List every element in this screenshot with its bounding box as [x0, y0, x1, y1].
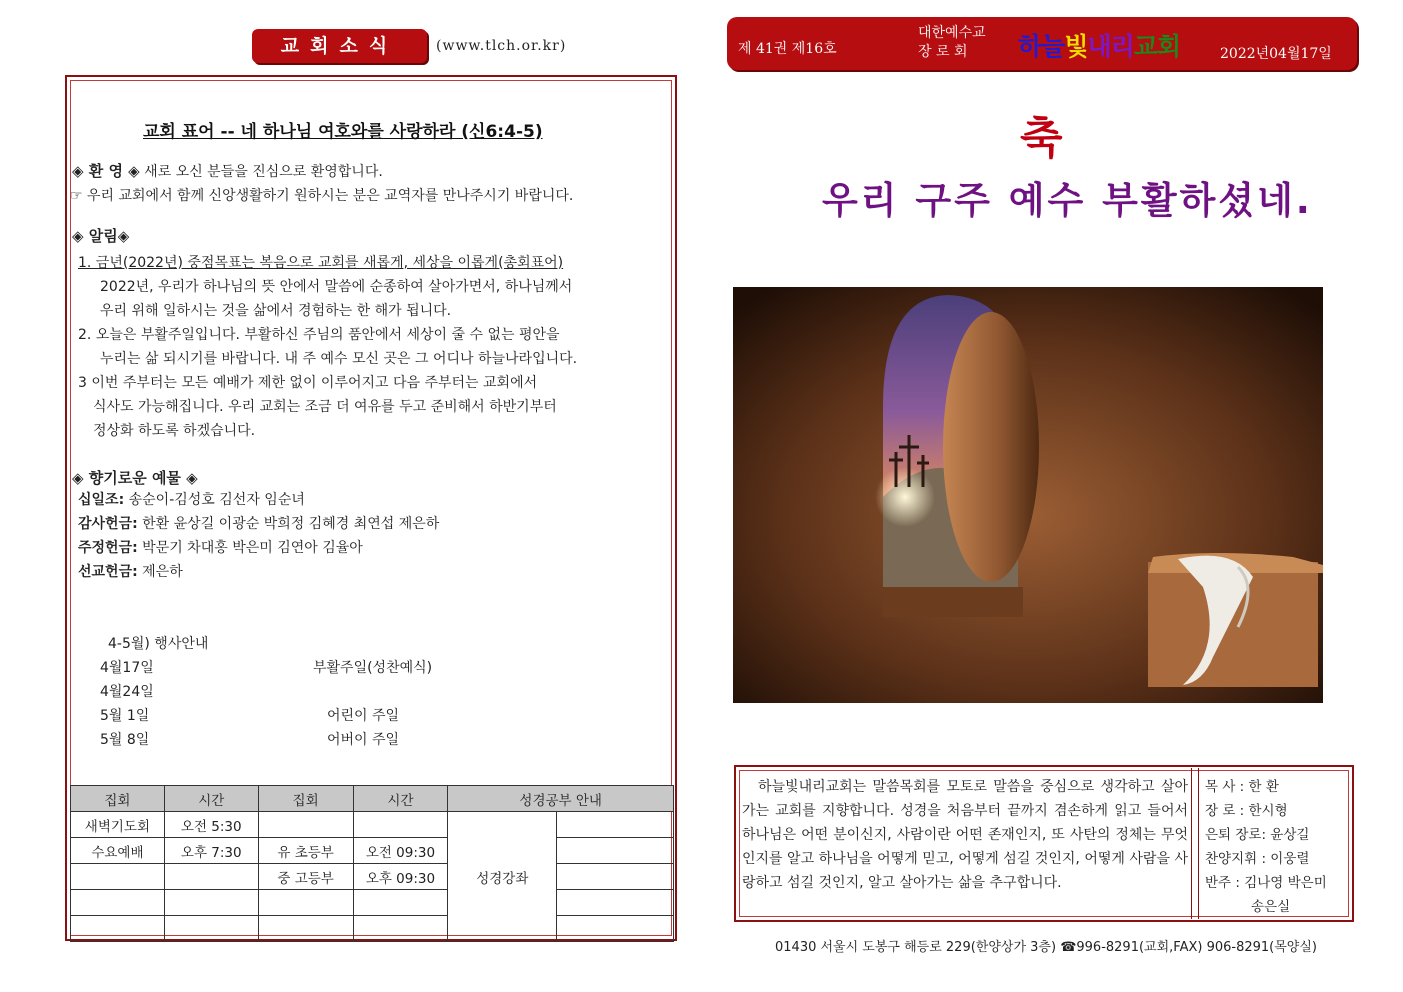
table-row [71, 812, 674, 838]
event-name: 어버이 주일 [327, 732, 400, 748]
notice-heading: ◈ 알림◈ [72, 227, 130, 245]
table-cell: 중 고등부 [258, 864, 353, 890]
church-name-logo [1018, 27, 1180, 63]
table-cell: 오후 09:30 [353, 864, 448, 890]
table-cell [353, 812, 448, 838]
offering-names: 박문기 차대홍 박은미 김연아 김율아 [142, 540, 363, 556]
church-motto: 교회 표어 -- 네 하나님 여호와를 사랑하라 (신6:4-5) [143, 122, 543, 142]
header-cell: 성경공부 안내 [448, 786, 674, 812]
table-row [71, 864, 674, 890]
congrats-heading: 축 [1020, 113, 1063, 164]
bible-study-cell: 성경강좌 [448, 812, 557, 942]
table-cell [164, 864, 258, 890]
denomination [918, 24, 986, 62]
welcome-note: ☞ 우리 교회에서 함께 신앙생활하기 원하시는 분은 교역자를 만나주시기 바랍니다. [70, 188, 574, 204]
event-date: 4월24일 [100, 684, 154, 700]
table-cell [258, 812, 353, 838]
event-date: 5월 1일 [100, 708, 150, 724]
header-cell: 집회 [71, 786, 165, 812]
notice-line-4: 2. 오늘은 부활주일입니다. 부활하신 주님의 품안에서 세상이 줄 수 없는 평안을 [78, 327, 560, 343]
table-cell: 오후 7:30 [164, 838, 258, 864]
easter-message: 우리 구주 예수 부활하셨네. [822, 179, 1313, 222]
staff-item: 은퇴 장로: 윤상길 [1205, 827, 1310, 843]
header-cell: 시간 [164, 786, 258, 812]
table-cell [557, 838, 674, 864]
table-row [71, 838, 674, 864]
church-name-part: 하늘 [1018, 32, 1065, 61]
offering-label: 선교헌금: [78, 564, 138, 580]
church-name-part: 내리 [1087, 32, 1134, 61]
table-header-row [71, 786, 674, 812]
church-name-part: 빛 [1064, 32, 1088, 61]
table-cell [258, 916, 353, 942]
church-name-part: 교회 [1133, 32, 1181, 61]
table-cell [258, 890, 353, 916]
staff-item: 송은실 [1251, 899, 1291, 915]
denomination-line: 대한예수교 [918, 25, 986, 41]
welcome-label: ◈ 환 영 ◈ [72, 162, 140, 180]
event-date: 5월 8일 [100, 732, 150, 748]
table-cell [71, 890, 165, 916]
offering-row [78, 513, 439, 533]
event-name: 어린이 주일 [327, 708, 400, 724]
notice-line-6: 3 이번 주부터는 모든 예배가 제한 없이 이루어지고 다음 주부터는 교회에서 [78, 375, 538, 391]
table-cell [71, 916, 165, 942]
table-row [71, 890, 674, 916]
bulletin-date: 2022년04월17일 [1220, 46, 1332, 62]
mission-statement: 하늘빛내리교회는 말씀목회를 모토로 말씀을 중심으로 생각하고 살아가는 교회를 지향합니다. 성경을 처음부터 끝까지 겸손하게 읽고 들어서 하나님은 어떤 분이신지, 사람이란 어떤 존재인지, 또 사탄의 정체는 무엇인지를 알고 하나님을 어떻게 믿고, 어떻게 섬길 것인지, 어떻게 사람을 사랑하고 섬길 것인지, 알고 살아가는 삶을 추구합니다. [742, 779, 1188, 891]
staff-item: 장 로 : 한시형 [1205, 803, 1288, 819]
header-cell: 시간 [353, 786, 448, 812]
denomination-line: 장 로 회 [918, 44, 968, 60]
welcome-text: 새로 오신 분들을 진심으로 환영합니다. [144, 164, 383, 180]
notice-line-5: 누리는 삶 되시기를 바랍니다. 내 주 예수 모신 곳은 그 어디나 하늘나라입니다. [100, 351, 578, 367]
offering-names: 제은하 [142, 564, 183, 580]
table-cell: 오전 5:30 [164, 812, 258, 838]
website-url[interactable]: (www.tlch.or.kr) [436, 38, 567, 54]
staff-list [1205, 775, 1327, 919]
event-name: 부활주일(성찬예식) [313, 660, 433, 676]
offering-names: 한환 윤상길 이광순 박희정 김혜경 최연섭 제은하 [142, 516, 440, 532]
header-cell: 집회 [258, 786, 353, 812]
table-cell: 새벽기도회 [71, 812, 165, 838]
volume-number: 제 41권 제16호 [738, 41, 837, 57]
offering-label: 주정헌금: [78, 540, 138, 556]
table-cell [557, 890, 674, 916]
notice-line-7: 식사도 가능해집니다. 우리 교회는 조금 더 여유를 두고 준비해서 하반기부터 [93, 399, 557, 415]
notice-line-1: 1. 금년(2022년) 중점목표는 복음으로 교회를 새롭게, 세상을 이롭게(총회표어) [78, 255, 564, 271]
table-cell [353, 890, 448, 916]
notice-line-8: 정상화 하도록 하겠습니다. [93, 423, 256, 439]
offering-names: 송순이-김성호 김선자 임순녀 [128, 492, 305, 508]
table-cell [557, 916, 674, 942]
offering-heading: ◈ 향기로운 예물 ◈ [72, 469, 198, 487]
welcome-line [72, 160, 383, 181]
table-cell [557, 812, 674, 838]
church-address: 01430 서울시 도봉구 해등로 229(한양상가 3층) ☎996-8291(교회,FAX) 906-8291(목양실) [775, 940, 1317, 955]
table-cell: 수요예배 [71, 838, 165, 864]
offering-label: 십일조: [78, 492, 125, 508]
offering-row [78, 489, 305, 509]
info-divider [1191, 768, 1199, 919]
table-cell: 유 초등부 [258, 838, 353, 864]
service-schedule-table [70, 785, 674, 942]
empty-tomb-image [733, 287, 1323, 703]
table-cell: 오전 09:30 [353, 838, 448, 864]
staff-item: 반주 : 김나영 박은미 [1205, 875, 1327, 891]
offering-row [78, 537, 363, 557]
staff-item: 찬양지휘 : 이웅렬 [1205, 851, 1310, 867]
table-cell [353, 916, 448, 942]
table-cell [164, 916, 258, 942]
table-cell [557, 864, 674, 890]
offering-label: 감사헌금: [78, 516, 138, 532]
table-row [71, 916, 674, 942]
event-date: 4월17일 [100, 660, 154, 676]
events-heading: 4-5월) 행사안내 [108, 636, 209, 652]
news-section-title: 교회소식 [252, 29, 427, 63]
staff-item: 목 사 : 한 환 [1205, 779, 1279, 795]
offering-row [78, 561, 183, 581]
notice-line-3: 우리 위해 일하시는 것을 삶에서 경험하는 한 해가 됩니다. [100, 303, 452, 319]
table-cell [71, 864, 165, 890]
notice-line-2: 2022년, 우리가 하나님의 뜻 안에서 말씀에 순종하여 살아가면서, 하나님께서 [100, 279, 573, 295]
table-cell [164, 890, 258, 916]
